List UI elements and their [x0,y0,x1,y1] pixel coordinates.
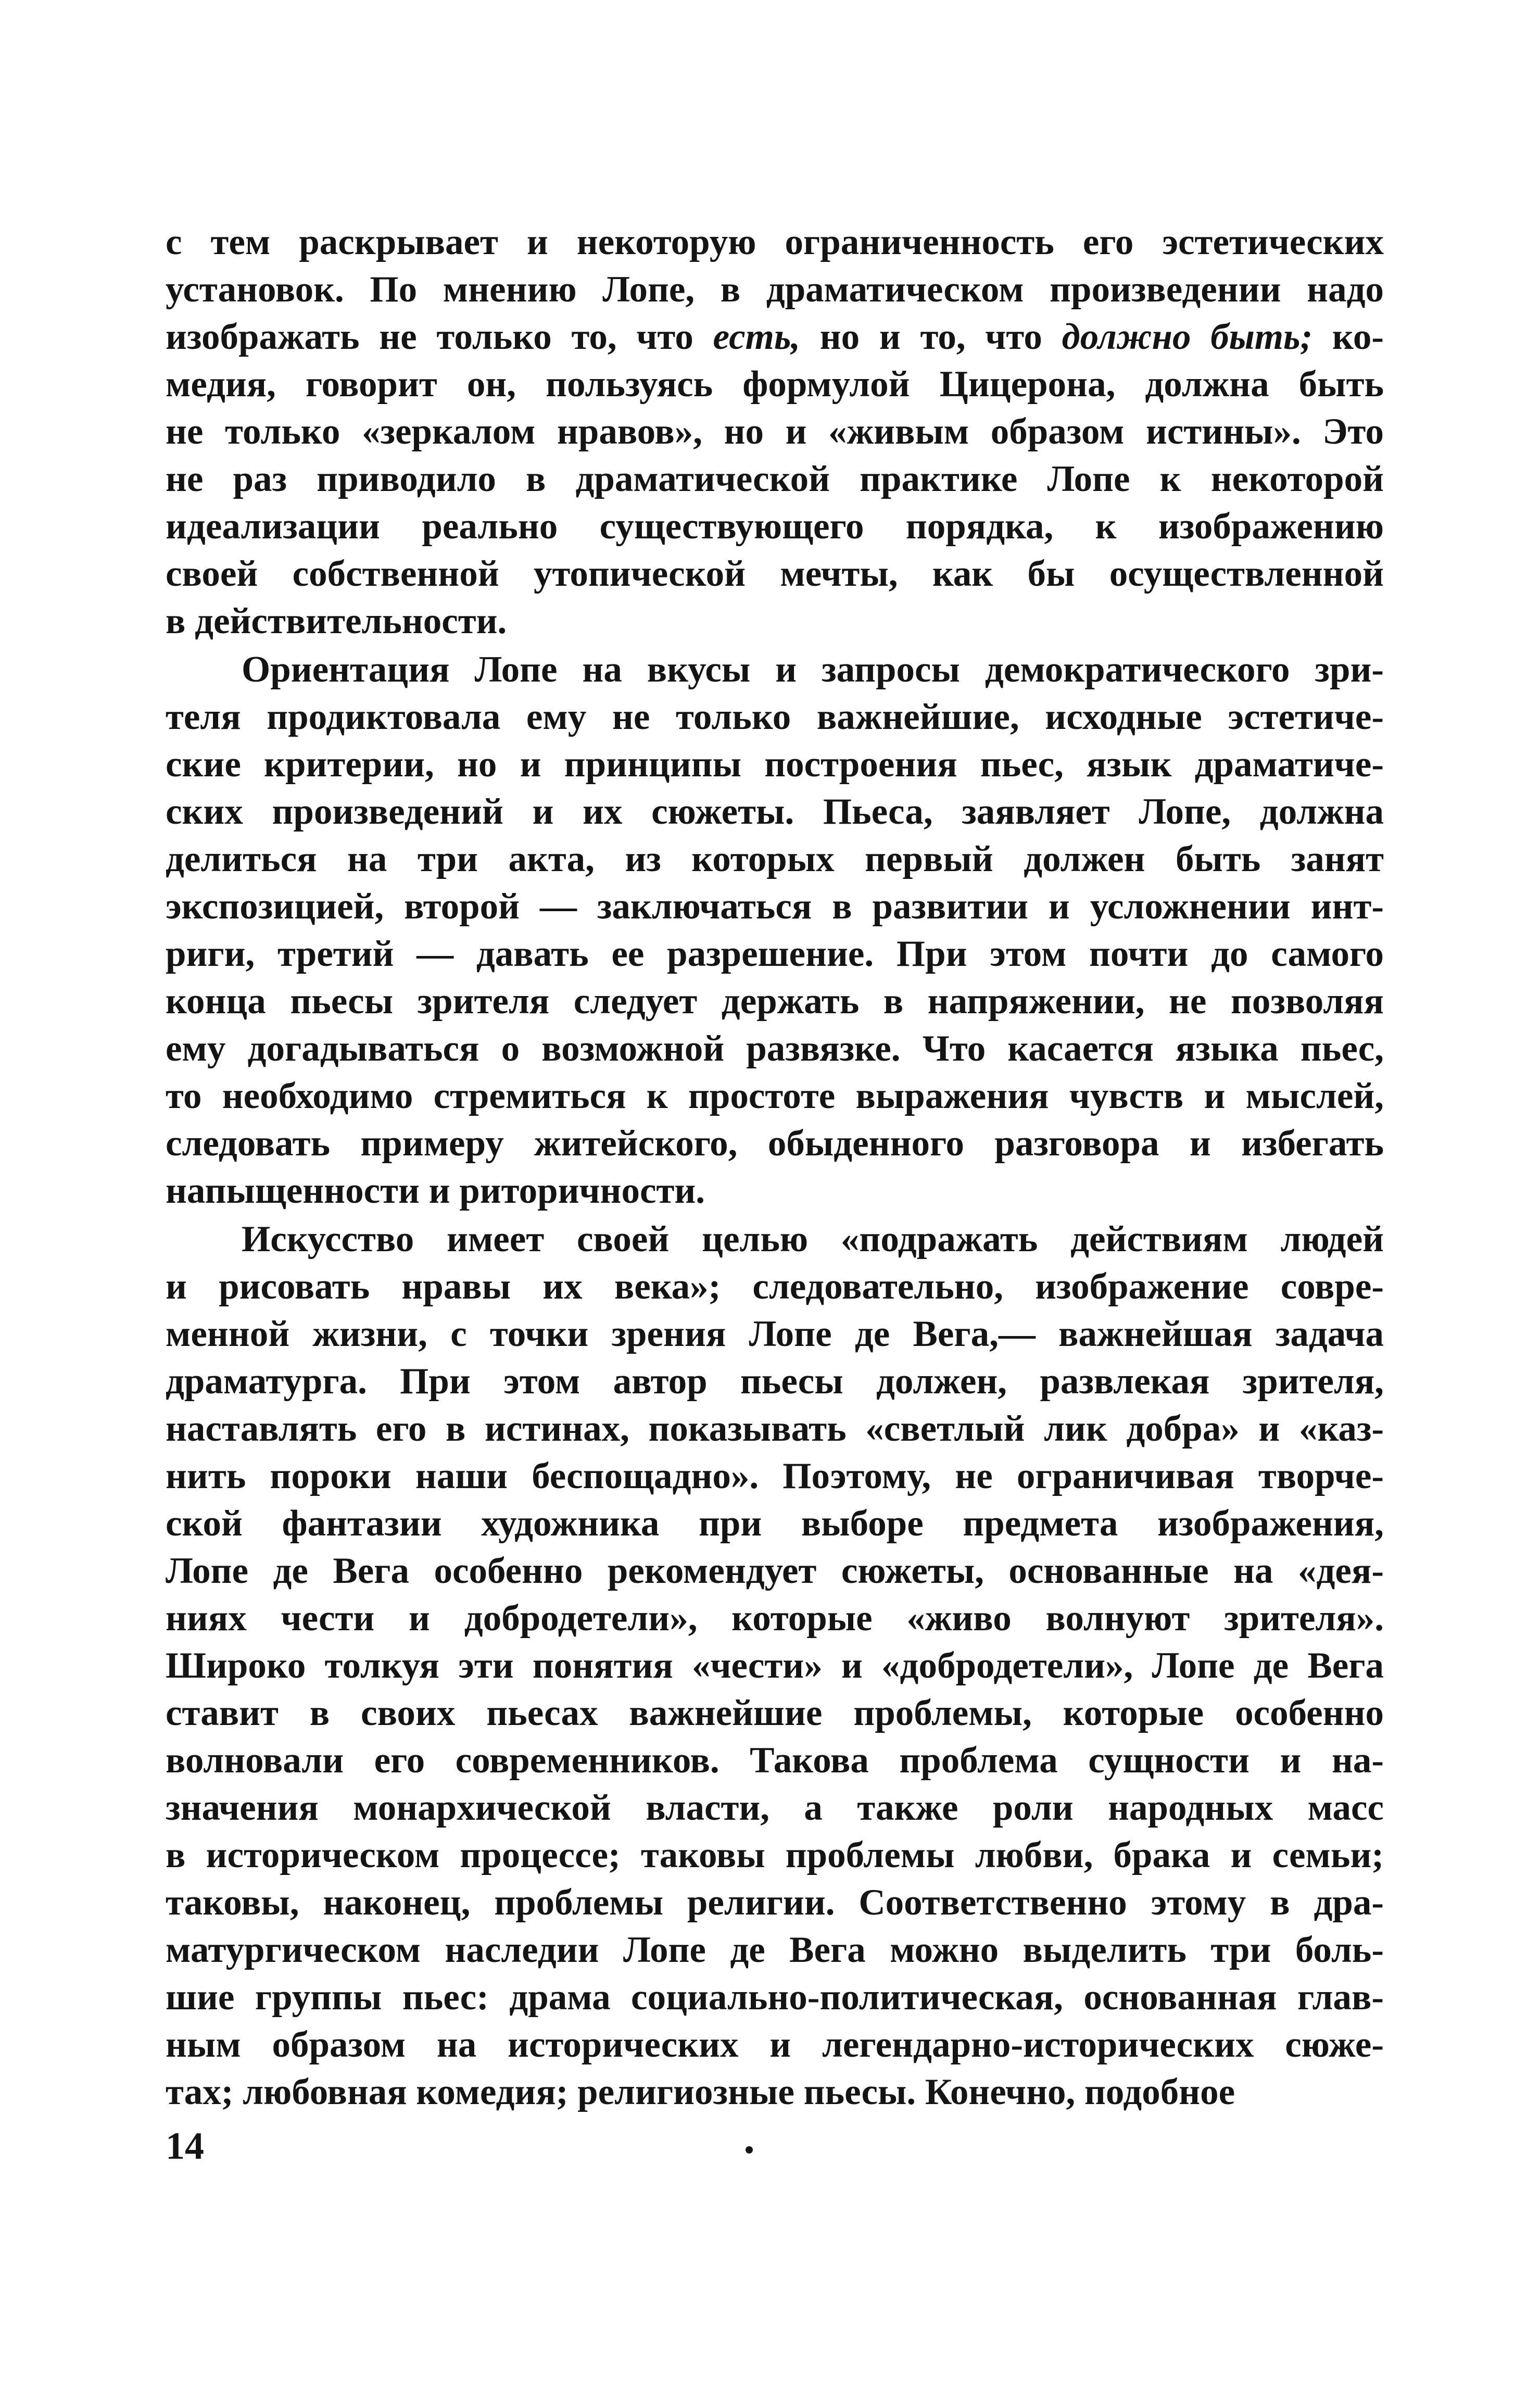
paragraph [166,1216,1384,2116]
text-line: значения монархической власти, а также роли народных масс [166,1787,1384,1828]
text-line: нить пороки наши беспощадно». Поэтому, не ограничивая творче- [166,1456,1384,1496]
text-line: не раз приводило в драматической практике Лопе к некоторой [166,459,1384,499]
text-line: делиться на три акта, из которых первый должен быть занят [166,839,1384,879]
text-line: теля продиктовала ему не только важнейшие, исходные эстетиче- [166,697,1384,737]
text-line: тах; любовная комедия; религиозные пьесы. Конечно, подобное [166,2072,1235,2112]
text-line: Лопе де Вега особенно рекомендует сюжеты, основанные на «дея- [166,1551,1384,1591]
text-line: шие группы пьес: драма социально-политическая, основанная глав- [166,1977,1384,2018]
body-text [166,219,1384,2117]
text-line: то необходимо стремиться к простоте выражения чувств и мыслей, [166,1076,1384,1116]
page-number: 14 [166,2125,204,2168]
text-line: установок. По мнению Лопе, в драматическом произведении надо [166,269,1384,310]
paragraph [166,646,1384,1215]
text-line: Искусство имеет своей целью «подражать действиям людей [242,1219,1384,1260]
text-line: риги, третий — давать ее разрешение. При этом почти до самого [166,934,1384,974]
text-line: следовать примеру житейского, обыденного разговора и избегать [166,1123,1384,1164]
text-line: с тем раскрывает и некоторую ограниченность его эстетических [166,222,1384,262]
text-line: изображать не только то, что есть, но и то, что должно быть; ко- [166,317,1384,357]
text-line: конца пьесы зрителя следует держать в напряжении, не позволяя [166,981,1384,1022]
text-line: ские критерии, но и принципы построения пьес, язык драматиче- [166,744,1384,785]
text-line: ным образом на исторических и легендарно-исторических сюже- [166,2024,1384,2065]
text-line: наставлять его в истинах, показывать «светлый лик добра» и «каз- [166,1408,1384,1449]
print-dot-mark [746,2146,753,2154]
text-line: ских произведений и их сюжеты. Пьеса, заявляет Лопе, должна [166,791,1384,832]
text-line: Ориентация Лопе на вкусы и запросы демократического зри- [242,649,1384,690]
text-line: в историческом процессе; таковы проблемы любви, брака и семьи; [166,1835,1384,1875]
paragraph [166,219,1384,645]
text-line: матургическом наследии Лопе де Вега можно выделить три боль- [166,1930,1384,1970]
text-line: идеализации реально существующего порядка, к изображению [166,506,1384,547]
text-line: своей собственной утопической мечты, как бы осуществленной [166,553,1384,594]
text-line: не только «зеркалом нравов», но и «живым образом истины». Это [166,411,1384,452]
text-line: драматурга. При этом автор пьесы должен, развлекая зрителя, [166,1361,1384,1402]
text-line: экспозицией, второй — заключаться в развитии и усложнении инт- [166,886,1384,927]
text-line: ниях чести и добродетели», которые «живо волнуют зрителя». [166,1598,1384,1639]
page-footer [166,2124,1384,2176]
text-line: напыщенности и риторичности. [166,1170,705,1211]
text-line: таковы, наконец, проблемы религии. Соответственно этому в дра- [166,1882,1384,1923]
text-line: в действительности. [166,601,507,641]
text-line: менной жизни, с точки зрения Лопе де Вега,— важнейшая задача [166,1314,1384,1354]
text-line: волновали его современников. Такова проблема сущности и на- [166,1740,1384,1781]
text-line: медия, говорит он, пользуясь формулой Цицерона, должна быть [166,364,1384,405]
text-line: ставит в своих пьесах важнейшие проблемы, которые особенно [166,1693,1384,1733]
text-line: и рисовать нравы их века»; следовательно, изображение совре- [166,1266,1384,1307]
text-line: ской фантазии художника при выборе предмета изображения, [166,1503,1384,1544]
text-line: Широко толкуя эти понятия «чести» и «добродетели», Лопе де Вега [166,1645,1384,1686]
text-line: ему догадываться о возможной развязке. Что касается языка пьес, [166,1028,1384,1069]
